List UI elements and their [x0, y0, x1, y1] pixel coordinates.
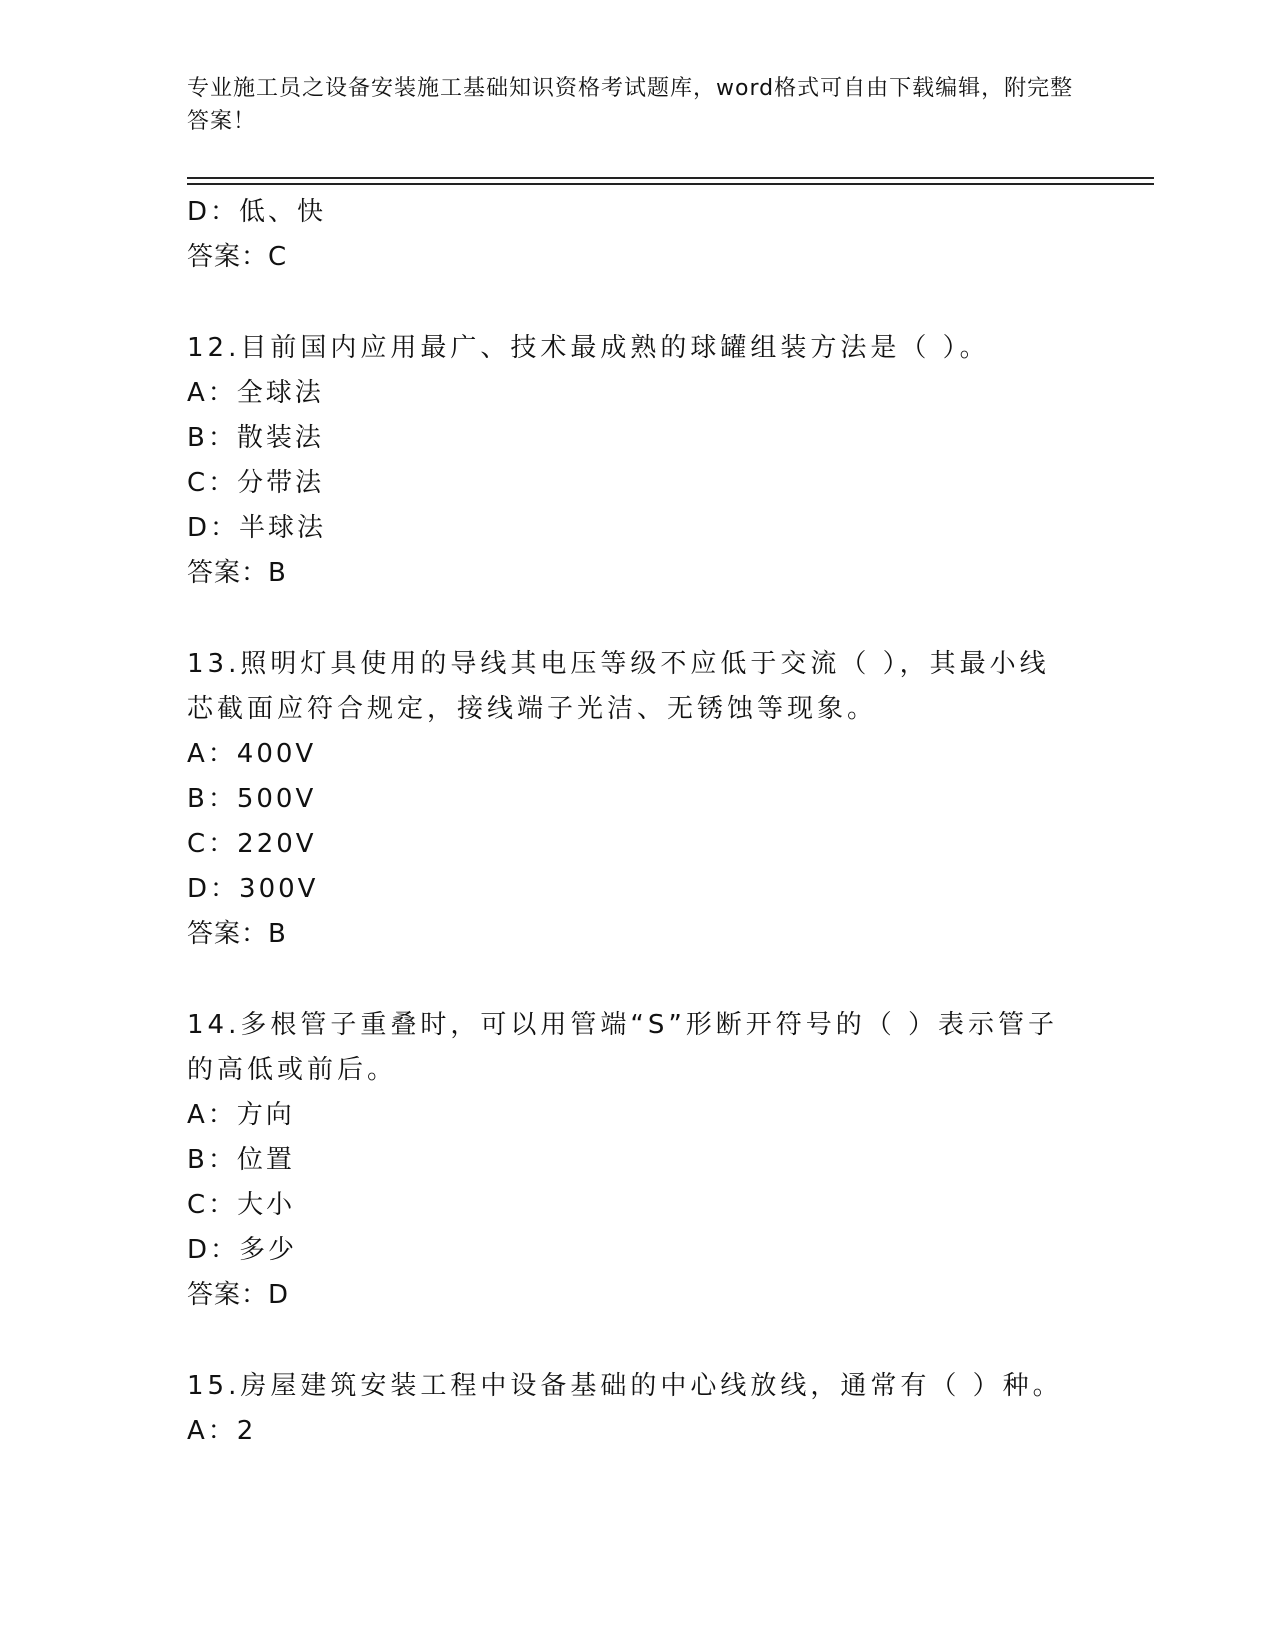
- document-header: 专业施工员之设备安装施工基础知识资格考试题库，word格式可自由下载编辑，附完整答案！: [187, 76, 1074, 134]
- prev-option-d: D：低、快: [187, 197, 327, 227]
- option-a: A：方向: [187, 1100, 295, 1130]
- header-rule-bottom: [187, 183, 1154, 185]
- option-c: C：分带法: [187, 468, 325, 498]
- question-text: 14.多根管子重叠时，可以用管端“S”形断开符号的（ ）表示管子的高低或前后。: [187, 1010, 1059, 1085]
- option-d: D：半球法: [187, 513, 327, 543]
- prev-answer: 答案：C: [187, 242, 288, 272]
- option-a: A：400V: [187, 739, 317, 769]
- question-text: 12.目前国内应用最广、技术最成熟的球罐组装方法是（ ）。: [187, 333, 990, 363]
- option-d: D：300V: [187, 874, 319, 904]
- answer: 答案：B: [187, 558, 287, 588]
- option-b: B：500V: [187, 784, 317, 814]
- question-text: 15.房屋建筑安装工程中设备基础的中心线放线，通常有（ ）种。: [187, 1371, 1063, 1401]
- question-list: [187, 190, 1087, 1454]
- option-c: C：大小: [187, 1190, 296, 1220]
- option-b: B：散装法: [187, 423, 324, 453]
- question-15: [187, 1364, 1087, 1454]
- question-text: 13.照明灯具使用的导线其电压等级不应低于交流（ ），其最小线芯截面应符合规定，接线端子光洁、无锈蚀等现象。: [187, 649, 1050, 724]
- question-13: [187, 642, 1087, 957]
- answer: 答案：D: [187, 1280, 290, 1310]
- option-a: A：全球法: [187, 378, 324, 408]
- header-rule-top: [187, 177, 1154, 179]
- option-b: B：位置: [187, 1145, 295, 1175]
- answer: 答案：B: [187, 919, 287, 949]
- option-d: D：多少: [187, 1235, 298, 1265]
- option-c: C：220V: [187, 829, 317, 859]
- option-a: A：2: [187, 1416, 257, 1446]
- question-12: [187, 326, 1087, 596]
- question-14: [187, 1003, 1087, 1318]
